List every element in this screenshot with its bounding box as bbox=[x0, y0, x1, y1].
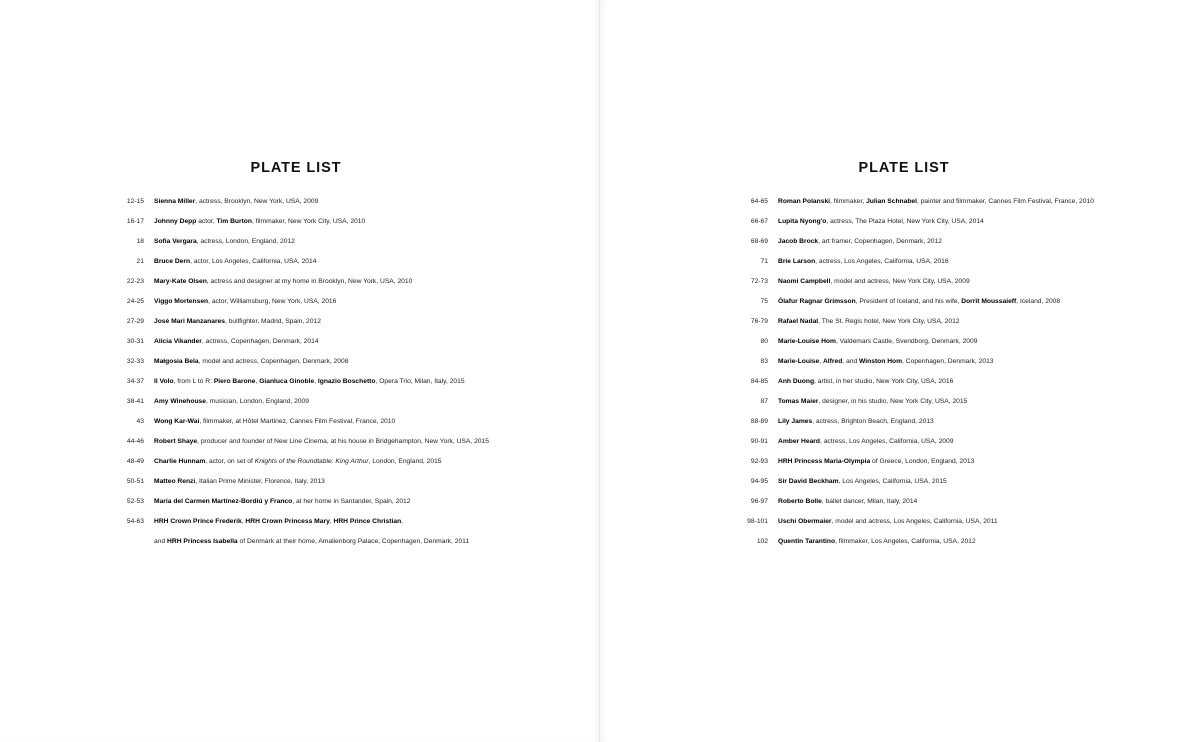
plate-caption bbox=[778, 416, 934, 428]
caption-name: Wong Kar-Wai bbox=[154, 418, 200, 425]
plate-page-numbers: 83 bbox=[760, 358, 768, 365]
plate-entry bbox=[738, 196, 1094, 216]
plate-page-numbers: 21 bbox=[136, 258, 144, 265]
caption-name: Amy Winehouse bbox=[154, 398, 206, 405]
plate-caption bbox=[154, 456, 442, 468]
plate-page-numbers: 54-63 bbox=[126, 518, 144, 525]
plate-page-numbers: 32-33 bbox=[126, 358, 144, 365]
plate-page-numbers: 22-23 bbox=[126, 278, 144, 285]
caption-text: , Valdemars Castle, Svendborg, Denmark, 2009 bbox=[835, 338, 978, 345]
caption-name: Sofía Vergara bbox=[154, 238, 197, 245]
plate-page-numbers: 75 bbox=[760, 298, 768, 305]
caption-name: Anh Duong bbox=[778, 378, 815, 385]
plate-caption bbox=[778, 356, 994, 368]
caption-name: Naomi Campbell bbox=[778, 278, 831, 285]
plate-page-numbers: 27-29 bbox=[126, 318, 144, 325]
plate-page-numbers: 96-97 bbox=[750, 498, 768, 505]
plate-entry bbox=[114, 396, 489, 416]
caption-text: , actress, London, England, 2012 bbox=[196, 238, 295, 245]
plate-page-numbers: 44-46 bbox=[126, 438, 144, 445]
plate-caption bbox=[778, 376, 953, 388]
plate-entry bbox=[738, 376, 1094, 396]
plate-caption bbox=[778, 236, 942, 248]
plate-entry bbox=[738, 256, 1094, 276]
caption-text: , actor, on set of bbox=[205, 458, 255, 465]
caption-name: Charlie Hunnam bbox=[154, 458, 206, 465]
caption-text: , actress, Los Angeles, California, USA, 2016 bbox=[815, 258, 949, 265]
plate-page-numbers: 80 bbox=[760, 338, 768, 345]
caption-name: Uschi Obermaier bbox=[778, 518, 832, 525]
plate-caption bbox=[154, 356, 348, 368]
caption-text: , actress, The Plaza Hotel, New York City, USA, 2014 bbox=[826, 218, 984, 225]
caption-text: , London, England, 2015 bbox=[368, 458, 442, 465]
caption-name: HRH Crown Princess Mary bbox=[245, 518, 330, 525]
plate-entry bbox=[738, 436, 1094, 456]
plate-entry bbox=[738, 216, 1094, 236]
plate-entry bbox=[738, 356, 1094, 376]
plate-entry bbox=[114, 316, 489, 336]
caption-name: Dorrit Moussaieff bbox=[961, 298, 1017, 305]
caption-text: , President of Iceland, and his wife, bbox=[855, 298, 962, 305]
caption-text: , model and actress, Copenhagen, Denmark, 2008 bbox=[198, 358, 349, 365]
plate-entry bbox=[114, 296, 489, 316]
caption-name: Matteo Renzi bbox=[154, 478, 196, 485]
caption-text: , and bbox=[842, 358, 860, 365]
caption-text: , actress, Los Angeles, California, USA, 2009 bbox=[820, 438, 954, 445]
plate-entry bbox=[738, 276, 1094, 296]
plate-caption bbox=[778, 476, 947, 488]
caption-name: Rafael Nadal bbox=[778, 318, 819, 325]
caption-name: Johnny Depp bbox=[154, 218, 197, 225]
caption-text: , Los Angeles, California, USA, 2015 bbox=[838, 478, 947, 485]
plate-entry bbox=[114, 216, 489, 236]
caption-name: Tim Burton bbox=[216, 218, 252, 225]
plate-entry bbox=[114, 536, 489, 556]
plate-caption bbox=[778, 316, 960, 328]
plate-page-numbers: 50-51 bbox=[126, 478, 144, 485]
right-page-title: PLATE LIST bbox=[858, 160, 950, 176]
plate-page-numbers: 52-53 bbox=[126, 498, 144, 505]
plate-caption bbox=[154, 436, 489, 448]
caption-name: HRH Princess Maria-Olympia bbox=[778, 458, 871, 465]
caption-name: Alicia Vikander bbox=[154, 338, 202, 345]
plate-entry bbox=[738, 536, 1094, 556]
caption-name: HRH Princess Isabella bbox=[167, 538, 238, 545]
plate-page-numbers: 38-41 bbox=[126, 398, 144, 405]
caption-text: , ballet dancer, Milan, Italy, 2014 bbox=[821, 498, 918, 505]
plate-page-numbers: 30-31 bbox=[126, 338, 144, 345]
caption-text: , filmmaker, New York City, USA, 2010 bbox=[251, 218, 366, 225]
caption-text: , musician, London, England, 2009 bbox=[205, 398, 309, 405]
caption-text: , designer, in his studio, New York City, USA, 2015 bbox=[818, 398, 968, 405]
caption-name: Marie-Louise bbox=[778, 358, 820, 365]
plate-caption bbox=[778, 496, 917, 508]
plate-entry bbox=[738, 416, 1094, 436]
caption-text: of Denmark at their home, Amalienborg Palace, Copenhagen, Denmark, 2011 bbox=[237, 538, 470, 545]
plate-entry bbox=[114, 496, 489, 516]
plate-page-numbers: 98-101 bbox=[747, 518, 768, 525]
caption-text: , art framer, Copenhagen, Denmark, 2012 bbox=[818, 238, 942, 245]
caption-name: Jacob Brock bbox=[778, 238, 819, 245]
plate-caption bbox=[154, 236, 295, 248]
caption-text: , filmmaker, bbox=[830, 198, 867, 205]
plate-entry bbox=[114, 236, 489, 256]
caption-title: Knights of the Roundtable: King Arthur bbox=[254, 458, 369, 465]
caption-name: Brie Larson bbox=[778, 258, 816, 265]
plate-caption bbox=[154, 536, 469, 548]
plate-page-numbers: 18 bbox=[136, 238, 144, 245]
plate-entry bbox=[114, 456, 489, 476]
plate-caption bbox=[778, 396, 967, 408]
plate-page-numbers: 92-93 bbox=[750, 458, 768, 465]
caption-name: Piero Barone bbox=[213, 378, 256, 385]
plate-entry bbox=[114, 416, 489, 436]
caption-text: actor, bbox=[196, 218, 217, 225]
caption-text: , actress, Copenhagen, Denmark, 2014 bbox=[201, 338, 319, 345]
caption-name: Bruce Dern bbox=[154, 258, 191, 265]
caption-name: Il Volo bbox=[154, 378, 174, 385]
caption-text: , Italian Prime Minister, Florence, Italy, 2013 bbox=[195, 478, 325, 485]
plate-entry bbox=[114, 196, 489, 216]
plate-caption bbox=[778, 456, 974, 468]
plate-page-numbers: 43 bbox=[136, 418, 144, 425]
plate-entry bbox=[114, 476, 489, 496]
plate-page-numbers: 90-91 bbox=[750, 438, 768, 445]
left-page-title: PLATE LIST bbox=[250, 160, 342, 176]
plate-entry bbox=[738, 296, 1094, 316]
plate-entry bbox=[738, 396, 1094, 416]
caption-text: , Iceland, 2008 bbox=[1016, 298, 1061, 305]
caption-text: , artist, in her studio, New York City, USA, 2016 bbox=[814, 378, 954, 385]
plate-caption bbox=[154, 216, 365, 228]
plate-page-numbers: 12-15 bbox=[126, 198, 144, 205]
plate-entry bbox=[114, 516, 489, 536]
caption-name: Gianluca Ginoble bbox=[259, 378, 315, 385]
caption-name: Viggo Mortensen bbox=[154, 298, 209, 305]
plate-page-numbers: 66-67 bbox=[750, 218, 768, 225]
plate-caption bbox=[778, 196, 1094, 208]
plate-caption bbox=[154, 476, 325, 488]
plate-page-numbers: 48-49 bbox=[126, 458, 144, 465]
caption-name: HRH Prince Christian bbox=[333, 518, 402, 525]
caption-name: Lupita Nyong'o bbox=[778, 218, 827, 225]
caption-text: , bbox=[241, 518, 246, 525]
plate-caption bbox=[154, 516, 403, 528]
caption-text: , producer and founder of New Line Cinema, at his house in Bridgehampton, New York, USA, 2015 bbox=[197, 438, 489, 445]
plate-caption bbox=[154, 376, 465, 388]
caption-name: Tomas Maier bbox=[778, 398, 819, 405]
caption-text: , model and actress, New York City, USA, 2009 bbox=[830, 278, 970, 285]
caption-text: , Opera Trio, Milan, Italy, 2015 bbox=[375, 378, 465, 385]
plate-caption bbox=[154, 336, 319, 348]
caption-name: HRH Crown Prince Frederik bbox=[154, 518, 242, 525]
caption-name: Roberto Bolle bbox=[778, 498, 822, 505]
caption-name: Mary-Kate Olsen bbox=[154, 278, 207, 285]
caption-text: , actress and designer at my home in Brooklyn, New York, USA, 2010 bbox=[206, 278, 413, 285]
plate-page-numbers: 102 bbox=[756, 538, 768, 545]
plate-page-numbers: 87 bbox=[760, 398, 768, 405]
right-plate-list bbox=[738, 196, 1094, 556]
plate-caption bbox=[778, 436, 953, 448]
caption-text: , painter and filmmaker, Cannes Film Festival, France, 2010 bbox=[917, 198, 1094, 205]
plate-page-numbers: 16-17 bbox=[126, 218, 144, 225]
caption-text: , at her home in Santander, Spain, 2012 bbox=[292, 498, 411, 505]
caption-name: Julian Schnabel bbox=[866, 198, 917, 205]
plate-entry bbox=[738, 496, 1094, 516]
plate-page-numbers: 24-25 bbox=[126, 298, 144, 305]
plate-page-numbers: 68-69 bbox=[750, 238, 768, 245]
plate-entry bbox=[114, 436, 489, 456]
caption-text: , bbox=[329, 518, 334, 525]
plate-caption bbox=[154, 276, 412, 288]
plate-entry bbox=[738, 336, 1094, 356]
caption-text: , Copenhagen, Denmark, 2013 bbox=[902, 358, 994, 365]
caption-name: José Mari Manzanares bbox=[154, 318, 225, 325]
caption-text: , bbox=[401, 518, 404, 525]
plate-caption bbox=[154, 256, 316, 268]
caption-text: , bbox=[314, 378, 318, 385]
plate-page-numbers: 84-85 bbox=[750, 378, 768, 385]
plate-caption bbox=[154, 396, 309, 408]
caption-text: , actor, Williamsburg, New York, USA, 2016 bbox=[208, 298, 337, 305]
plate-page-numbers: 76-79 bbox=[750, 318, 768, 325]
plate-entry bbox=[738, 316, 1094, 336]
plate-caption bbox=[154, 196, 318, 208]
plate-caption bbox=[778, 216, 984, 228]
caption-name: Robert Shaye bbox=[154, 438, 198, 445]
caption-name: Winston Hom bbox=[859, 358, 903, 365]
plate-page-numbers: 64-65 bbox=[750, 198, 768, 205]
caption-text: of Greece, London, England, 2013 bbox=[870, 458, 975, 465]
caption-name: Ólafur Ragnar Grímsson bbox=[778, 298, 856, 305]
plate-entry bbox=[114, 336, 489, 356]
caption-name: María del Carmen Martínez-Bordiú y Franco bbox=[154, 498, 293, 505]
plate-caption bbox=[778, 276, 970, 288]
plate-caption bbox=[778, 536, 976, 548]
plate-entry bbox=[738, 516, 1094, 536]
caption-name: Lily James bbox=[778, 418, 813, 425]
caption-name: Ignazio Boschetto bbox=[317, 378, 376, 385]
plate-caption bbox=[778, 516, 998, 528]
left-plate-list bbox=[114, 196, 489, 556]
caption-text: , actress, Brooklyn, New York, USA, 2009 bbox=[195, 198, 319, 205]
caption-text: , bbox=[819, 358, 823, 365]
plate-page-numbers: 88-89 bbox=[750, 418, 768, 425]
caption-name: Amber Heard bbox=[778, 438, 820, 445]
caption-text: , filmmaker, at Hôtel Martinez, Cannes Film Festival, France, 2010 bbox=[199, 418, 396, 425]
plate-entry bbox=[114, 376, 489, 396]
caption-name: Quentin Tarantino bbox=[778, 538, 836, 545]
caption-text: , from L to R: bbox=[173, 378, 214, 385]
right-page bbox=[600, 0, 1200, 742]
caption-text: , The St. Regis hotel, New York City, USA, 2012 bbox=[818, 318, 960, 325]
caption-text: , actor, Los Angeles, California, USA, 2014 bbox=[190, 258, 317, 265]
plate-page-numbers: 71 bbox=[760, 258, 768, 265]
plate-entry bbox=[738, 236, 1094, 256]
plate-entry bbox=[738, 456, 1094, 476]
plate-caption bbox=[154, 496, 410, 508]
plate-page-numbers: 94-95 bbox=[750, 478, 768, 485]
plate-caption bbox=[154, 416, 395, 428]
caption-name: Sir David Beckham bbox=[778, 478, 839, 485]
caption-name: Alfred bbox=[822, 358, 843, 365]
caption-text: , bullfighter, Madrid, Spain, 2012 bbox=[225, 318, 321, 325]
caption-text: , bbox=[255, 378, 260, 385]
plate-caption bbox=[778, 296, 1060, 308]
plate-caption bbox=[778, 256, 949, 268]
plate-page-numbers: 34-37 bbox=[126, 378, 144, 385]
caption-text: and bbox=[154, 538, 168, 545]
caption-text: , actress, Brighton Beach, England, 2013 bbox=[812, 418, 934, 425]
plate-entry bbox=[738, 476, 1094, 496]
caption-name: Sienna Miller bbox=[154, 198, 196, 205]
caption-name: Roman Polanski bbox=[778, 198, 831, 205]
caption-name: Marie-Louise Hom bbox=[778, 338, 836, 345]
plate-caption bbox=[778, 336, 977, 348]
caption-name: Małgosia Bela bbox=[154, 358, 199, 365]
plate-caption bbox=[154, 316, 321, 328]
plate-page-numbers: 72-73 bbox=[750, 278, 768, 285]
caption-text: , model and actress, Los Angeles, California, USA, 2011 bbox=[831, 518, 998, 525]
caption-text: , filmmaker, Los Angeles, California, USA, 2012 bbox=[835, 538, 976, 545]
plate-caption bbox=[154, 296, 336, 308]
plate-entry bbox=[114, 256, 489, 276]
plate-entry bbox=[114, 276, 489, 296]
plate-entry bbox=[114, 356, 489, 376]
